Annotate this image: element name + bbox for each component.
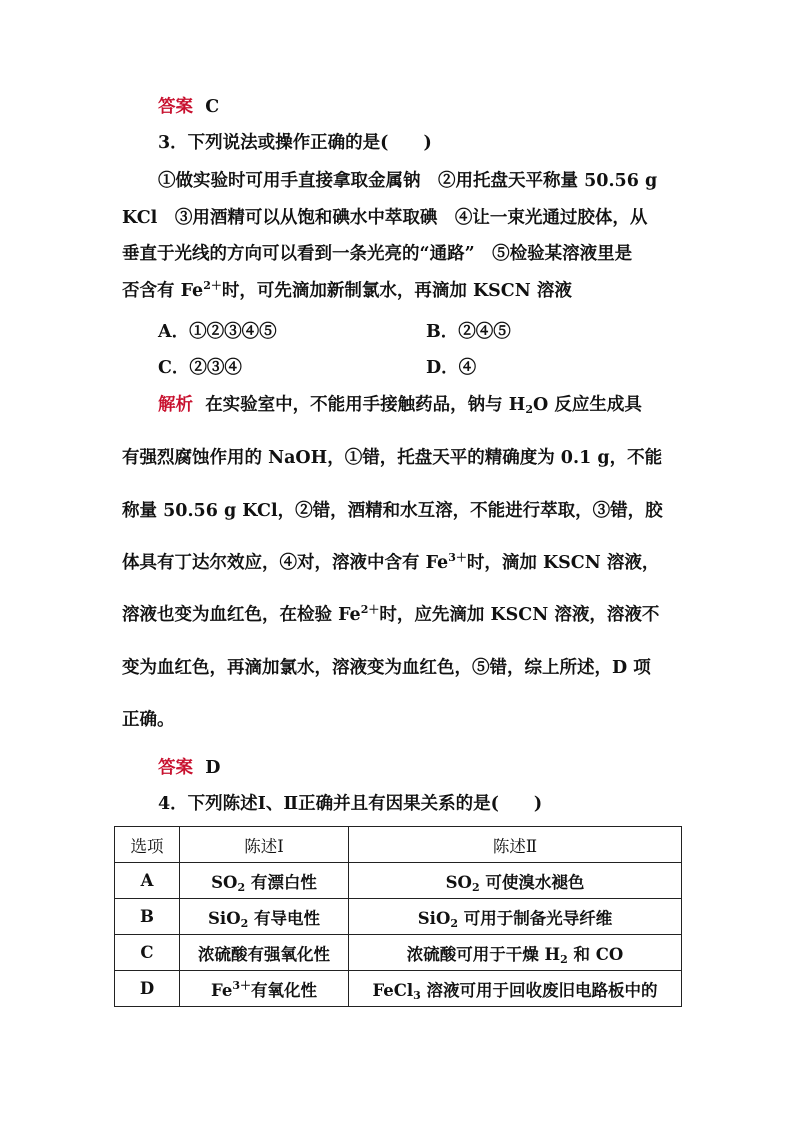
q3-option-b: B．②④⑤ <box>426 322 511 342</box>
analysis-line-3: 称量 50.56 g KCl，②错，酒精和水互溶，不能进行萃取，③错，胶 <box>122 501 663 521</box>
q3-stem: 3．下列说法或操作正确的是( ) <box>158 133 432 153</box>
q3-option-c: C．②③④ <box>158 358 242 378</box>
table-row <box>115 899 682 935</box>
answer-label: 答案 <box>158 97 193 117</box>
analysis-line-7: 正确。 <box>122 710 175 730</box>
table-cell-option: C <box>115 935 180 971</box>
table-header-cell: 陈述Ⅱ <box>349 827 682 863</box>
answer-line-prev <box>158 99 219 117</box>
table-cell-statement-2: FeCl$_3$ 溶液可用于回收废旧电路板中的 <box>349 971 682 1007</box>
analysis-label: 解析 <box>158 395 193 415</box>
q3-option-d: D．④ <box>426 358 477 378</box>
answer-value: D <box>205 758 221 778</box>
q3-option-a: A．①②③④⑤ <box>158 322 277 342</box>
table-cell-option: B <box>115 899 180 935</box>
answer-label: 答案 <box>158 758 193 778</box>
table-cell-statement-2: $SO_2$ 可使溴水褪色 <box>349 863 682 899</box>
analysis-line-4: 体具有丁达尔效应，④对，溶液中含有 $Fe^{3+}$时，滴加 KSCN 溶液， <box>122 551 660 573</box>
q4-table <box>114 826 682 1007</box>
q3-body-line-4: 否含有 $Fe^{2+}$时，可先滴加新制氯水，再滴加 KSCN 溶液 <box>122 279 572 301</box>
answer-line-q3 <box>158 760 220 778</box>
q4-stem: 4．下列陈述Ⅰ、Ⅱ正确并且有因果关系的是( ) <box>158 794 543 814</box>
table-header-cell: 陈述Ⅰ <box>180 827 349 863</box>
table-row <box>115 863 682 899</box>
analysis-line-5: 溶液也变为血红色，在检验 $Fe^{2+}$时，应先滴加 KSCN 溶液，溶液不 <box>122 603 660 625</box>
q3-body-line-1: ①做实验时可用手直接拿取金属钠 ②用托盘天平称量 50.56 g <box>158 171 658 191</box>
q3-body-line-2: KCl ③用酒精可以从饱和碘水中萃取碘 ④让一束光通过胶体，从 <box>122 208 648 228</box>
table-cell-statement-2: 浓硫酸可用于干燥 $H_2$ 和 CO <box>349 935 682 971</box>
table-row <box>115 935 682 971</box>
analysis-line-6: 变为血红色，再滴加氯水，溶液变为血红色，⑤错，综上所述，D 项 <box>122 658 651 678</box>
analysis-line-1: 解析 在实验室中，不能用手接触药品，钠与 $H_2O$ 反应生成具 <box>158 395 642 416</box>
q3-body-line-3: 垂直于光线的方向可以看到一条光亮的“通路” ⑤检验某溶液里是 <box>122 244 633 264</box>
table-row <box>115 971 682 1007</box>
table-cell-statement-2: SiO$_2$ 可用于制备光导纤维 <box>349 899 682 935</box>
table-cell-statement-1: SiO$_2$ 有导电性 <box>180 899 349 935</box>
table-header-cell: 选项 <box>115 827 180 863</box>
table-cell-statement-1: $Fe^{3+}$有氧化性 <box>180 971 349 1007</box>
table-cell-statement-1: 浓硫酸有强氧化性 <box>180 935 349 971</box>
table-cell-statement-1: $SO_2$ 有漂白性 <box>180 863 349 899</box>
answer-value: C <box>205 97 220 117</box>
analysis-line-2: 有强烈腐蚀作用的 NaOH，①错，托盘天平的精确度为 0.1 g，不能 <box>122 448 663 468</box>
table-cell-option: D <box>115 971 180 1007</box>
table-cell-option: A <box>115 863 180 899</box>
table-header-row <box>115 827 682 863</box>
